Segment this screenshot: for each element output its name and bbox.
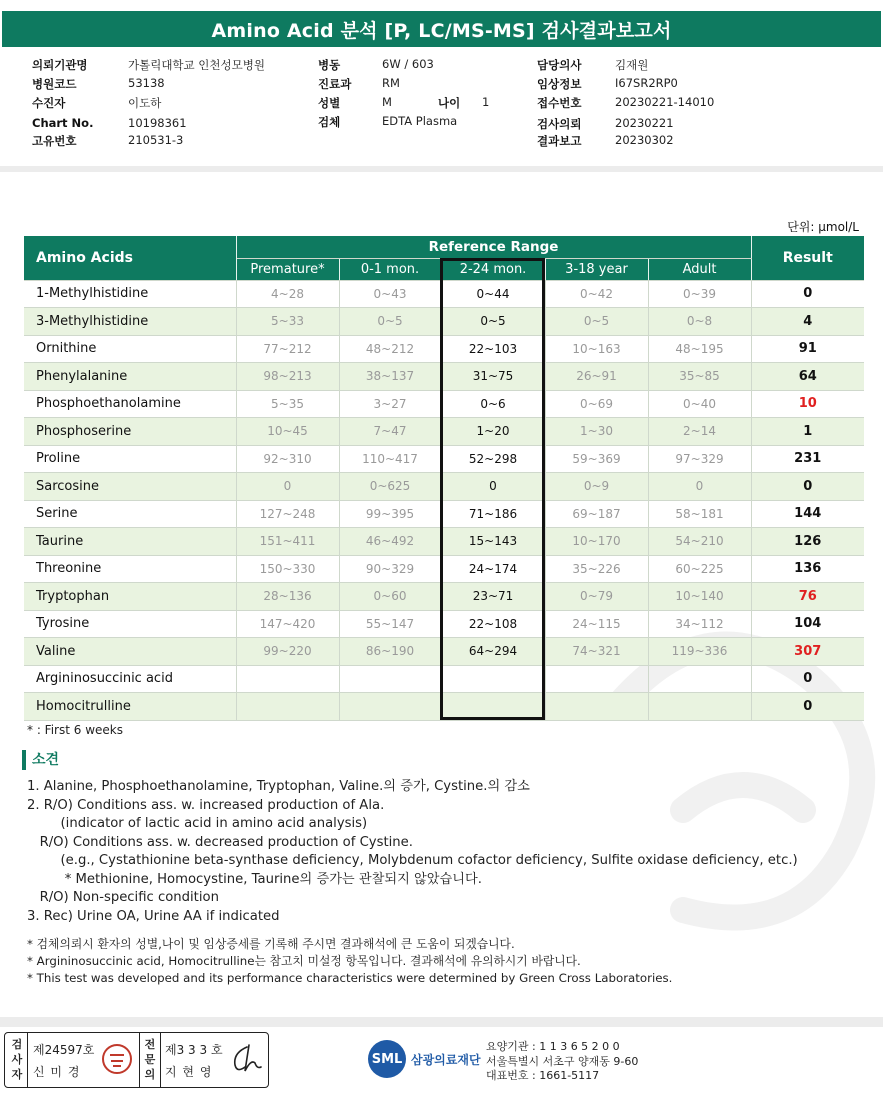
lab-code: 요양기관 : 1 1 3 6 5 2 0 0 [486,1040,620,1053]
reference-range-cell: 15~143 [441,528,545,556]
reference-range-cell: 59~369 [545,445,648,473]
reference-range-cell: 22~103 [441,335,545,363]
reference-range-cell: 71~186 [441,500,545,528]
report-notes [27,936,672,987]
amino-acid-name: Phenylalanine [24,363,236,391]
result-cell: 91 [751,335,864,363]
header-3-18-year: 3-18 year [545,258,648,280]
unique-no-value: 210531-3 [128,133,184,147]
reference-range-cell: 74~321 [545,638,648,666]
result-cell: 0 [751,473,864,501]
ward-value: 6W / 603 [382,57,434,71]
sex-label: 성별 [318,96,341,110]
amino-acid-name: Sarcosine [24,473,236,501]
recipient-value: 이도하 [128,96,162,110]
hospital-code-value: 53138 [128,76,165,90]
reference-range-cell: 64~294 [441,638,545,666]
reference-range-cell: 10~163 [545,335,648,363]
reference-range-cell: 147~420 [236,610,339,638]
reference-range-cell: 34~112 [648,610,751,638]
request-date-label: 검사의뢰 [537,117,582,131]
lab-info [486,1040,638,1084]
reference-range-cell: 97~329 [648,445,751,473]
table-row [24,308,864,336]
header-reference-range: Reference Range [236,236,751,258]
table-row [24,280,864,308]
findings-line: 1. Alanine, Phosphoethanolamine, Tryptophan, Valine.의 증가, Cystine.의 감소 [27,779,530,794]
reference-range-cell: 46~492 [339,528,441,556]
findings-title: 소견 [22,750,59,770]
reference-range-cell: 90~329 [339,555,441,583]
result-cell: 76 [751,583,864,611]
amino-acid-name: Homocitrulline [24,693,236,721]
amino-acid-name: Proline [24,445,236,473]
reference-range-cell: 86~190 [339,638,441,666]
reference-range-cell [236,693,339,721]
reference-range-cell: 0~60 [339,583,441,611]
amino-acid-name: Tyrosine [24,610,236,638]
header-premature: Premature* [236,258,339,280]
reference-range-cell: 60~225 [648,555,751,583]
reference-range-cell: 0 [236,473,339,501]
table-row [24,335,864,363]
result-cell: 64 [751,363,864,391]
table-row [24,610,864,638]
examiner-stamp-icon [101,1043,133,1075]
table-row [24,363,864,391]
result-cell: 136 [751,555,864,583]
result-cell: 1 [751,418,864,446]
reference-range-cell: 52~298 [441,445,545,473]
clinical-info-label: 임상정보 [537,77,582,91]
reference-range-cell: 69~187 [545,500,648,528]
age-value: 1 [482,95,490,109]
reference-range-cell: 0~39 [648,280,751,308]
specimen-value: EDTA Plasma [382,114,458,128]
sml-logo-icon: SML [368,1040,406,1078]
chart-no-label: Chart No. [32,116,94,130]
divider-band [0,166,883,172]
institution-label: 의뢰기관명 [32,58,88,72]
findings-line: R/O) Conditions ass. w. decreased production of Cystine. [27,834,413,850]
amino-acid-name: Serine [24,500,236,528]
reference-range-cell: 24~174 [441,555,545,583]
reference-range-cell: 151~411 [236,528,339,556]
table-row [24,665,864,693]
reference-range-cell: 23~71 [441,583,545,611]
reference-range-cell: 0~5 [545,308,648,336]
report-date-value: 20230302 [615,133,674,147]
result-cell: 144 [751,500,864,528]
reference-range-cell: 24~115 [545,610,648,638]
examiner-no: 제24597호 [33,1043,95,1057]
report-title: Amino Acid 분석 [P, LC/MS-MS] 검사결과보고서 [2,11,881,47]
specimen-label: 검체 [318,115,341,129]
note-line: * Argininosuccinic acid, Homocitrulline는 참고치 미설정 항목입니다. 결과해석에 유의하시기 바랍니다. [27,954,581,968]
reference-range-cell: 0~6 [441,390,545,418]
reference-range-cell: 110~417 [339,445,441,473]
clinical-info-value: I67SR2RP0 [615,76,678,90]
hospital-code-label: 병원코드 [32,77,77,91]
reference-range-cell: 22~108 [441,610,545,638]
age-label: 나이 [438,96,461,110]
sex-value: M [382,95,392,109]
amino-acid-name: Phosphoserine [24,418,236,446]
reference-range-cell: 5~33 [236,308,339,336]
reference-range-cell: 48~195 [648,335,751,363]
footer-divider [0,1017,883,1027]
table-row [24,418,864,446]
amino-acid-name: 3-Methylhistidine [24,308,236,336]
reference-range-cell: 26~91 [545,363,648,391]
findings-line: * Methionine, Homocystine, Taurine의 증가는 관찰되지 않았습니다. [27,871,482,887]
reference-range-cell: 0~42 [545,280,648,308]
amino-acid-name: Ornithine [24,335,236,363]
reference-range-cell: 127~248 [236,500,339,528]
findings-line: 2. R/O) Conditions ass. w. increased production of Ala. [27,797,385,813]
chart-no-value: 10198361 [128,116,187,130]
report-date-label: 결과보고 [537,134,582,148]
reference-range-cell: 0~5 [339,308,441,336]
reference-range-cell: 1~30 [545,418,648,446]
reference-range-cell [441,693,545,721]
amino-acid-name: Threonine [24,555,236,583]
amino-acid-name: 1-Methylhistidine [24,280,236,308]
reference-range-cell: 55~147 [339,610,441,638]
result-cell: 4 [751,308,864,336]
reference-range-cell: 0~625 [339,473,441,501]
table-row [24,583,864,611]
reference-range-cell [545,693,648,721]
reference-range-cell: 0~5 [441,308,545,336]
doctor-value: 김재원 [615,58,649,72]
findings-line: (e.g., Cystathionine beta-synthase deficiency, Molybdenum cofactor deficiency, Sulfite oxidase deficiency, etc.) [27,853,798,868]
lab-address: 서울특별시 서초구 양재동 9-60 [486,1054,639,1068]
reference-range-cell: 7~47 [339,418,441,446]
reference-range-cell: 31~75 [441,363,545,391]
reference-range-cell: 38~137 [339,363,441,391]
reference-range-cell: 28~136 [236,583,339,611]
reference-range-cell: 0~44 [441,280,545,308]
header-result: Result [751,236,864,280]
reference-range-cell [648,665,751,693]
reference-range-cell: 0~9 [545,473,648,501]
reference-range-cell: 1~20 [441,418,545,446]
table-row [24,500,864,528]
doctor-label: 담당의사 [537,58,582,72]
findings-line: (indicator of lactic acid in amino acid analysis) [27,816,368,831]
reference-range-cell: 98~213 [236,363,339,391]
note-line: * This test was developed and its performance characteristics were determined by Green Cross Laboratories. [27,971,673,985]
reference-range-cell: 99~395 [339,500,441,528]
reference-range-cell: 99~220 [236,638,339,666]
specialist-name: 지 현 영 [165,1065,213,1079]
amino-acid-table [24,236,864,721]
table-row [24,528,864,556]
department-label: 진료과 [318,77,352,91]
unit-label: 단위: μmol/L [787,220,859,234]
result-cell: 307 [751,638,864,666]
result-cell: 0 [751,665,864,693]
institution-value: 가톨릭대학교 인천성모병원 [128,58,265,72]
reference-range-cell: 58~181 [648,500,751,528]
result-cell: 126 [751,528,864,556]
unique-no-label: 고유번호 [32,134,77,148]
reference-range-cell: 77~212 [236,335,339,363]
table-row [24,693,864,721]
examiner-label-text: 검사자 [11,1038,23,1081]
reference-range-cell: 35~226 [545,555,648,583]
reference-range-cell: 92~310 [236,445,339,473]
result-cell: 104 [751,610,864,638]
recipient-label: 수진자 [32,96,66,110]
reference-range-cell: 0 [648,473,751,501]
result-cell: 231 [751,445,864,473]
reference-range-cell: 35~85 [648,363,751,391]
receipt-no-label: 접수번호 [537,96,582,110]
specialist-label-text: 전문의 [144,1038,156,1081]
reference-range-cell: 0~43 [339,280,441,308]
reference-range-cell: 54~210 [648,528,751,556]
table-row [24,473,864,501]
reference-range-cell: 0~40 [648,390,751,418]
examiner-name: 신 미 경 [33,1065,81,1079]
reference-range-cell: 10~45 [236,418,339,446]
lab-name: 삼광의료재단 [411,1052,481,1067]
header-adult: Adult [648,258,751,280]
table-row [24,638,864,666]
reference-range-cell: 150~330 [236,555,339,583]
findings-line: R/O) Non-specific condition [27,890,219,905]
department-value: RM [382,76,400,90]
reference-range-cell [648,693,751,721]
header-0-1-mon: 0-1 mon. [339,258,441,280]
reference-range-cell: 4~28 [236,280,339,308]
table-footnote: * : First 6 weeks [27,723,123,737]
reference-range-cell: 10~140 [648,583,751,611]
reference-range-cell: 0 [441,473,545,501]
reference-range-cell [236,665,339,693]
reference-range-cell: 5~35 [236,390,339,418]
amino-acid-name: Valine [24,638,236,666]
findings-line: 3. Rec) Urine OA, Urine AA if indicated [27,908,280,924]
reference-range-cell: 48~212 [339,335,441,363]
signature-icon [225,1041,265,1077]
request-date-value: 20230221 [615,116,674,130]
result-cell: 0 [751,693,864,721]
reference-range-cell [339,693,441,721]
reference-range-cell: 0~8 [648,308,751,336]
reference-range-cell: 0~79 [545,583,648,611]
amino-acid-name: Phosphoethanolamine [24,390,236,418]
specialist-no: 제3 3 3 호 [165,1043,223,1057]
reference-range-cell [441,665,545,693]
reference-range-cell [339,665,441,693]
table-row [24,390,864,418]
reference-range-cell: 10~170 [545,528,648,556]
result-cell: 10 [751,390,864,418]
reference-range-cell [545,665,648,693]
note-line: * 검체의뢰시 환자의 성별,나이 및 임상증세를 기록해 주시면 결과해석에 큰 도움이 되겠습니다. [27,937,515,951]
result-cell: 0 [751,280,864,308]
findings-text [27,778,798,926]
table-row [24,555,864,583]
receipt-no-value: 20230221-14010 [615,95,715,109]
header-amino-acids: Amino Acids [24,236,236,280]
examiner-label [8,1037,26,1082]
specialist-label [141,1037,159,1082]
reference-range-cell: 2~14 [648,418,751,446]
lab-brand [368,1040,481,1078]
amino-acid-name: Tryptophan [24,583,236,611]
signature-box [4,1032,269,1088]
amino-acid-name: Argininosuccinic acid [24,665,236,693]
lab-phone: 대표번호 : 1661-5117 [486,1069,600,1082]
header-2-24-mon: 2-24 mon. [441,258,545,280]
amino-acid-name: Taurine [24,528,236,556]
reference-range-cell: 3~27 [339,390,441,418]
reference-range-cell: 0~69 [545,390,648,418]
reference-range-cell: 119~336 [648,638,751,666]
ward-label: 병동 [318,58,341,72]
table-row [24,445,864,473]
